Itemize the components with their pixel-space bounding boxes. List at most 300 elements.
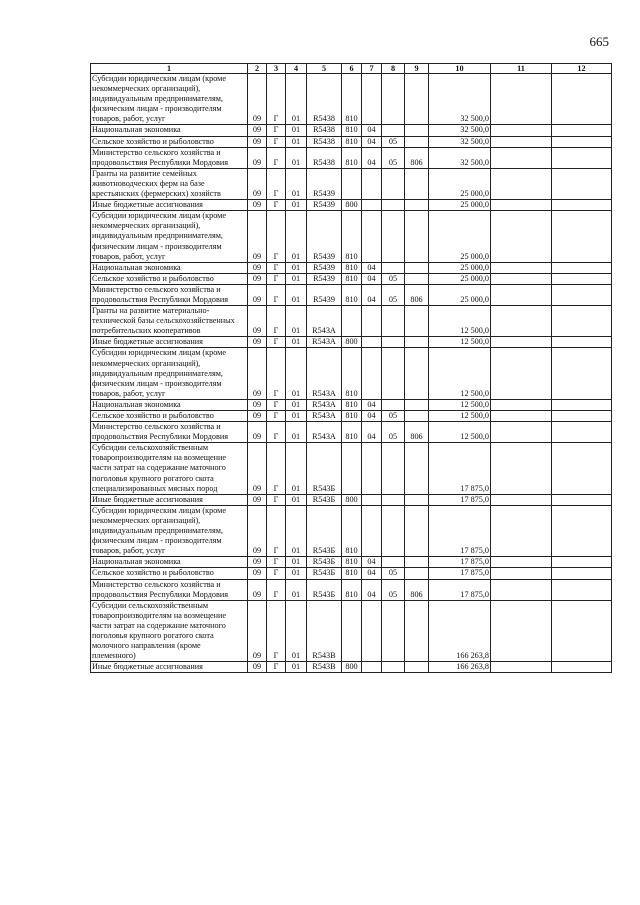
table-cell (362, 494, 382, 505)
row-name-cell: Субсидии юридическим лицам (кроме некоммерческих организаций), индивидуальным предпринимателям, физическим лицам - производителям товаров, работ, услуг (91, 74, 248, 125)
table-cell: 09 (248, 505, 267, 556)
table-cell: 01 (286, 337, 307, 348)
table-cell: 09 (248, 443, 267, 494)
table-cell: 810 (342, 136, 362, 147)
table-cell (362, 505, 382, 556)
table-cell: 810 (342, 411, 362, 422)
table-cell: 09 (248, 399, 267, 410)
table-cell: Г (267, 337, 286, 348)
column-header: 4 (286, 64, 307, 74)
table-cell (491, 200, 552, 211)
table-cell: Г (267, 273, 286, 284)
table-row (91, 125, 612, 136)
table-cell: Г (267, 494, 286, 505)
table-cell (405, 74, 429, 125)
table-cell (405, 337, 429, 348)
table-cell: 04 (362, 125, 382, 136)
row-name-cell: Иные бюджетные ассигнования (91, 494, 248, 505)
table-row (91, 662, 612, 673)
column-header: 1 (91, 64, 248, 74)
table-cell (405, 125, 429, 136)
table-cell: R543A (307, 306, 342, 337)
table-cell: 01 (286, 494, 307, 505)
table-cell: 32 500,0 (429, 125, 491, 136)
table-cell (552, 306, 612, 337)
table-cell: 01 (286, 74, 307, 125)
table-cell (552, 337, 612, 348)
table-row (91, 74, 612, 125)
table-cell: R543Б (307, 494, 342, 505)
table-cell: 01 (286, 147, 307, 168)
table-cell: R543Б (307, 557, 342, 568)
table-cell (382, 211, 405, 262)
table-cell (552, 211, 612, 262)
table-cell: 01 (286, 557, 307, 568)
row-name-cell: Национальная экономика (91, 262, 248, 273)
table-cell: 810 (342, 284, 362, 305)
table-cell (552, 136, 612, 147)
column-header: 10 (429, 64, 491, 74)
table-cell (362, 662, 382, 673)
table-cell (552, 168, 612, 199)
table-cell: R5438 (307, 74, 342, 125)
table-cell: 05 (382, 147, 405, 168)
table-cell: Г (267, 74, 286, 125)
table-cell: 09 (248, 557, 267, 568)
table-row (91, 411, 612, 422)
table-cell: 12 500,0 (429, 399, 491, 410)
table-cell (491, 399, 552, 410)
table-cell: 810 (342, 273, 362, 284)
table-cell (491, 337, 552, 348)
table-cell: 32 500,0 (429, 147, 491, 168)
table-row (91, 557, 612, 568)
table-cell (382, 337, 405, 348)
table-cell: R543A (307, 337, 342, 348)
table-cell: 17 875,0 (429, 494, 491, 505)
table-cell (491, 125, 552, 136)
table-cell (342, 168, 362, 199)
table-cell (552, 200, 612, 211)
row-name-cell: Сельское хозяйство и рыболовство (91, 136, 248, 147)
table-cell: 806 (405, 579, 429, 600)
table-cell (491, 284, 552, 305)
table-cell: 810 (342, 211, 362, 262)
row-name-cell: Национальная экономика (91, 557, 248, 568)
table-cell (552, 147, 612, 168)
table-cell: 01 (286, 505, 307, 556)
table-row (91, 568, 612, 579)
table-cell (405, 557, 429, 568)
table-cell (491, 422, 552, 443)
table-cell: 32 500,0 (429, 136, 491, 147)
table-cell (552, 557, 612, 568)
table-cell (382, 494, 405, 505)
table-cell: 01 (286, 262, 307, 273)
table-cell (552, 422, 612, 443)
table-cell: 04 (362, 136, 382, 147)
table-row (91, 600, 612, 662)
table-cell (491, 306, 552, 337)
table-cell (405, 411, 429, 422)
table-cell: 04 (362, 411, 382, 422)
table-cell: 810 (342, 557, 362, 568)
row-name-cell: Иные бюджетные ассигнования (91, 662, 248, 673)
table-cell (382, 600, 405, 662)
table-cell (405, 494, 429, 505)
table-row (91, 273, 612, 284)
table-cell: Г (267, 399, 286, 410)
table-cell: R5439 (307, 211, 342, 262)
table-cell: 17 875,0 (429, 579, 491, 600)
column-header: 5 (307, 64, 342, 74)
table-cell (552, 273, 612, 284)
table-cell: R543A (307, 348, 342, 399)
table-cell (342, 443, 362, 494)
table-cell (491, 211, 552, 262)
table-row (91, 337, 612, 348)
table-cell: 01 (286, 579, 307, 600)
table-cell: 01 (286, 348, 307, 399)
table-cell: 810 (342, 147, 362, 168)
table-cell: 04 (362, 579, 382, 600)
table-cell (552, 399, 612, 410)
table-cell: R5438 (307, 147, 342, 168)
table-cell (491, 557, 552, 568)
table-cell: 05 (382, 411, 405, 422)
table-row (91, 136, 612, 147)
table-cell: 09 (248, 662, 267, 673)
table-cell (382, 306, 405, 337)
page-number: 665 (589, 34, 609, 49)
table-cell: 800 (342, 200, 362, 211)
table-cell (382, 348, 405, 399)
column-header: 3 (267, 64, 286, 74)
table-cell: Г (267, 505, 286, 556)
table-cell: 01 (286, 125, 307, 136)
table-header-row (91, 64, 612, 74)
table-cell: 810 (342, 422, 362, 443)
table-cell: R5438 (307, 136, 342, 147)
row-name-cell: Сельское хозяйство и рыболовство (91, 411, 248, 422)
table-cell: 04 (362, 284, 382, 305)
table-cell: R543Б (307, 579, 342, 600)
table-cell: Г (267, 136, 286, 147)
row-name-cell: Министерство сельского хозяйства и продовольствия Республики Мордовия (91, 422, 248, 443)
table-cell: R543Б (307, 443, 342, 494)
table-cell (362, 211, 382, 262)
table-cell (552, 74, 612, 125)
table-cell: 01 (286, 443, 307, 494)
table-cell: 04 (362, 273, 382, 284)
table-cell (362, 337, 382, 348)
table-cell (491, 494, 552, 505)
table-cell: 09 (248, 262, 267, 273)
table-cell: 09 (248, 74, 267, 125)
row-name-cell: Сельское хозяйство и рыболовство (91, 273, 248, 284)
row-name-cell: Иные бюджетные ассигнования (91, 337, 248, 348)
table-cell: 09 (248, 422, 267, 443)
table-cell: 05 (382, 422, 405, 443)
table-cell: 810 (342, 579, 362, 600)
table-cell: 32 500,0 (429, 74, 491, 125)
table-row (91, 348, 612, 399)
table-cell (405, 443, 429, 494)
row-name-cell: Национальная экономика (91, 125, 248, 136)
table-cell (382, 74, 405, 125)
row-name-cell: Министерство сельского хозяйства и продовольствия Республики Мордовия (91, 579, 248, 600)
table-cell (362, 306, 382, 337)
table-cell: Г (267, 125, 286, 136)
table-cell (552, 662, 612, 673)
table-cell (382, 399, 405, 410)
table-cell (405, 200, 429, 211)
table-cell (552, 262, 612, 273)
table-cell (362, 443, 382, 494)
table-cell: 800 (342, 662, 362, 673)
table-cell: R543A (307, 422, 342, 443)
table-cell: 05 (382, 273, 405, 284)
table-cell (405, 600, 429, 662)
table-cell (382, 505, 405, 556)
table-cell: 25 000,0 (429, 211, 491, 262)
table-cell: 166 263,8 (429, 600, 491, 662)
table-cell (382, 557, 405, 568)
table-cell (491, 600, 552, 662)
table-cell: R543A (307, 399, 342, 410)
table-cell: 09 (248, 211, 267, 262)
table-cell (552, 284, 612, 305)
table-cell (491, 443, 552, 494)
table-cell (552, 494, 612, 505)
column-header: 9 (405, 64, 429, 74)
table-cell: 25 000,0 (429, 168, 491, 199)
table-cell: 810 (342, 505, 362, 556)
table-cell: 12 500,0 (429, 306, 491, 337)
table-cell: 01 (286, 399, 307, 410)
table-cell: Г (267, 284, 286, 305)
table-cell (552, 600, 612, 662)
table-cell (382, 443, 405, 494)
table-cell (491, 147, 552, 168)
table-cell: R5439 (307, 273, 342, 284)
table-cell: 09 (248, 306, 267, 337)
table-cell (491, 505, 552, 556)
table-row (91, 579, 612, 600)
table-cell (382, 262, 405, 273)
table-row (91, 168, 612, 199)
table-cell: 04 (362, 557, 382, 568)
table-cell: 09 (248, 348, 267, 399)
table-cell: 09 (248, 579, 267, 600)
table-cell: Г (267, 579, 286, 600)
table-cell: 166 263,8 (429, 662, 491, 673)
table-cell: 12 500,0 (429, 411, 491, 422)
table-cell (405, 273, 429, 284)
table-row (91, 494, 612, 505)
table-cell: 09 (248, 147, 267, 168)
table-cell: 04 (362, 568, 382, 579)
table-row (91, 262, 612, 273)
table-cell (491, 568, 552, 579)
table-cell: 01 (286, 306, 307, 337)
table-cell: 05 (382, 579, 405, 600)
table-cell (405, 136, 429, 147)
table-cell (405, 168, 429, 199)
table-row (91, 306, 612, 337)
table-cell: R543B (307, 600, 342, 662)
table-cell: Г (267, 662, 286, 673)
table-cell (552, 411, 612, 422)
table-cell: 12 500,0 (429, 422, 491, 443)
table-cell (405, 262, 429, 273)
table-cell: 05 (382, 136, 405, 147)
table-cell (491, 136, 552, 147)
table-row (91, 505, 612, 556)
table-cell: R5438 (307, 125, 342, 136)
table-cell: Г (267, 443, 286, 494)
table-cell: 09 (248, 568, 267, 579)
table-row (91, 422, 612, 443)
table-cell: 17 875,0 (429, 443, 491, 494)
table-row (91, 200, 612, 211)
table-cell: 01 (286, 168, 307, 199)
table-cell: Г (267, 168, 286, 199)
table-cell: 04 (362, 399, 382, 410)
table-cell: 09 (248, 600, 267, 662)
table-cell (491, 273, 552, 284)
table-cell: 09 (248, 136, 267, 147)
table-cell: 01 (286, 600, 307, 662)
table-cell: 01 (286, 411, 307, 422)
row-name-cell: Субсидии юридическим лицам (кроме некоммерческих организаций), индивидуальным предпринимателям, физическим лицам - производителям товаров, работ, услуг (91, 348, 248, 399)
table-cell (491, 411, 552, 422)
table-cell: 09 (248, 273, 267, 284)
table-cell: 17 875,0 (429, 505, 491, 556)
table-cell (405, 348, 429, 399)
table-cell: 01 (286, 211, 307, 262)
table-cell: 09 (248, 337, 267, 348)
table-cell: 810 (342, 399, 362, 410)
table-cell: 25 000,0 (429, 284, 491, 305)
table-cell: 09 (248, 284, 267, 305)
column-header: 6 (342, 64, 362, 74)
table-row (91, 147, 612, 168)
table-cell: R5439 (307, 284, 342, 305)
row-name-cell: Иные бюджетные ассигнования (91, 200, 248, 211)
table-cell: 806 (405, 422, 429, 443)
table-cell: Г (267, 200, 286, 211)
table-cell: 810 (342, 568, 362, 579)
row-name-cell: Субсидии сельскохозяйственным товаропроизводителям на возмещение части затрат на содержание маточного поголовья крупного рогатого скота молочного направления (кроме племенного) (91, 600, 248, 662)
table-row (91, 443, 612, 494)
table-cell (382, 200, 405, 211)
table-row (91, 211, 612, 262)
table-cell: 04 (362, 422, 382, 443)
table-cell: 09 (248, 200, 267, 211)
table-cell: Г (267, 600, 286, 662)
table-cell: 09 (248, 411, 267, 422)
table-cell (552, 568, 612, 579)
column-header: 7 (362, 64, 382, 74)
table-cell: 04 (362, 262, 382, 273)
table-cell: 17 875,0 (429, 557, 491, 568)
table-body (91, 74, 612, 673)
table-cell: 25 000,0 (429, 273, 491, 284)
row-name-cell: Субсидии юридическим лицам (кроме некоммерческих организаций), индивидуальным предпринимателям, физическим лицам - производителям товаров, работ, услуг (91, 505, 248, 556)
table-cell: R543A (307, 411, 342, 422)
row-name-cell: Гранты на развитие семейных животноводческих ферм на базе крестьянских (фермерских) хозяйств (91, 168, 248, 199)
table-cell: 25 000,0 (429, 200, 491, 211)
table-cell (552, 505, 612, 556)
table-cell: 810 (342, 74, 362, 125)
table-cell (552, 125, 612, 136)
table-cell: Г (267, 147, 286, 168)
table-cell: 806 (405, 147, 429, 168)
table-cell: 09 (248, 168, 267, 199)
table-cell: 17 875,0 (429, 568, 491, 579)
table-cell: 800 (342, 494, 362, 505)
table-cell (552, 579, 612, 600)
table-cell (342, 306, 362, 337)
table-cell (491, 348, 552, 399)
table-cell: Г (267, 306, 286, 337)
table-cell: 806 (405, 284, 429, 305)
table-cell (362, 168, 382, 199)
table-cell (405, 306, 429, 337)
table-cell (491, 662, 552, 673)
column-header: 8 (382, 64, 405, 74)
table-cell: 810 (342, 262, 362, 273)
table-cell: R5439 (307, 262, 342, 273)
table-cell: R543B (307, 662, 342, 673)
table-cell: 01 (286, 136, 307, 147)
table-cell: 12 500,0 (429, 348, 491, 399)
table-cell (382, 662, 405, 673)
budget-table (90, 63, 612, 673)
table-cell (405, 662, 429, 673)
table-cell (342, 600, 362, 662)
table-cell: 810 (342, 125, 362, 136)
table-cell (362, 348, 382, 399)
table-cell: 01 (286, 200, 307, 211)
row-name-cell: Гранты на развитие материально-технической базы сельскохозяйственных потребительских кооперативов (91, 306, 248, 337)
table-cell: 01 (286, 284, 307, 305)
table-row (91, 399, 612, 410)
column-header: 12 (552, 64, 612, 74)
table-cell: 810 (342, 348, 362, 399)
column-header: 11 (491, 64, 552, 74)
table-cell: 01 (286, 568, 307, 579)
row-name-cell: Субсидии юридическим лицам (кроме некоммерческих организаций), индивидуальным предпринимателям, физическим лицам - производителям товаров, работ, услуг (91, 211, 248, 262)
table-cell (405, 505, 429, 556)
row-name-cell: Министерство сельского хозяйства и продовольствия Республики Мордовия (91, 284, 248, 305)
table-cell: 25 000,0 (429, 262, 491, 273)
table-cell: Г (267, 568, 286, 579)
table-cell: Г (267, 348, 286, 399)
row-name-cell: Сельское хозяйство и рыболовство (91, 568, 248, 579)
table-cell: 12 500,0 (429, 337, 491, 348)
table-cell: Г (267, 422, 286, 443)
table-cell: 05 (382, 568, 405, 579)
table-cell: 01 (286, 273, 307, 284)
table-cell (382, 125, 405, 136)
table-cell: 800 (342, 337, 362, 348)
column-header: 2 (248, 64, 267, 74)
table-cell (362, 74, 382, 125)
table-cell: 01 (286, 422, 307, 443)
table-row (91, 284, 612, 305)
